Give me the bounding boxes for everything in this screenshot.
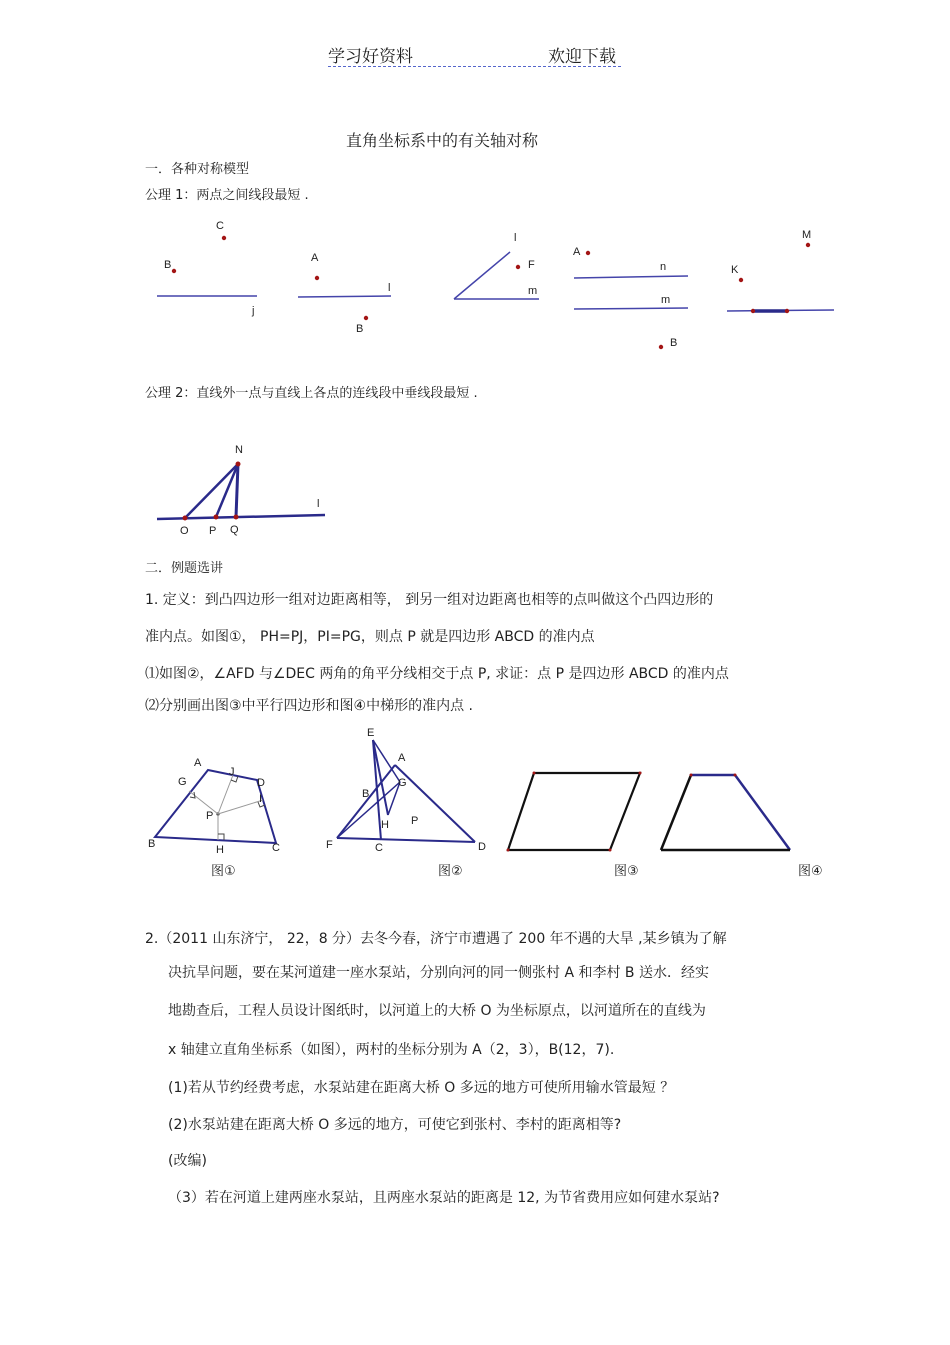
problem2-note: (改编) bbox=[168, 1153, 207, 1169]
problem2-line3: 地勘查后，工程人员设计图纸时，以河道上的大桥 O 为坐标原点，以河道所在的直线为 bbox=[168, 1003, 706, 1019]
definition-line2: 准内点。如图①， PH=PJ，PI=PG，则点 P 就是四边形 ABCD 的准内点 bbox=[145, 629, 595, 645]
point-k bbox=[739, 278, 743, 282]
point-a2 bbox=[586, 251, 590, 255]
point-a bbox=[315, 276, 319, 280]
figure-2 bbox=[320, 720, 500, 860]
section2-heading: 二．例题选讲 bbox=[145, 561, 224, 576]
label-b: B bbox=[164, 259, 172, 271]
point-q bbox=[234, 515, 239, 520]
question1-text: ⑴如图②，∠AFD 与∠DEC 两角的角平分线相交于点 P, 求证：点 P 是四边形 ABCD 的准内点 bbox=[145, 666, 729, 682]
parallelogram bbox=[508, 773, 640, 850]
label-b: B bbox=[148, 838, 156, 850]
vertex-2 bbox=[639, 772, 642, 775]
right-angle-h bbox=[218, 834, 224, 840]
label-e: E bbox=[367, 727, 375, 739]
trapezoid-left bbox=[661, 775, 691, 850]
point-b bbox=[172, 269, 176, 273]
page-title: 直角坐标系中的有关轴对称 bbox=[346, 131, 539, 150]
problem2-line2: 决抗旱问题，要在某河道建一座水泵站，分别向河的同一侧张村 A 和李村 B 送水．经实 bbox=[168, 965, 709, 981]
problem2-line1: 2.（2011 山东济宁， 22，8 分）去冬今春，济宁市遭遇了 200 年不遇的大旱 ,某乡镇为了解 bbox=[145, 931, 727, 947]
line-m2 bbox=[574, 308, 688, 309]
label-a: A bbox=[398, 752, 406, 764]
segment-ad bbox=[395, 765, 475, 842]
point-o bbox=[183, 516, 188, 521]
label-g: G bbox=[398, 777, 407, 789]
segment-no bbox=[185, 464, 238, 518]
header-divider bbox=[328, 66, 621, 67]
figure-2-caption: 图② bbox=[438, 864, 463, 879]
label-c: C bbox=[216, 220, 224, 232]
vertex-1 bbox=[690, 774, 693, 777]
label-l2: l bbox=[514, 232, 517, 244]
label-n: n bbox=[660, 261, 667, 273]
line-n bbox=[574, 276, 688, 278]
segment-pg bbox=[189, 791, 218, 814]
label-p: P bbox=[209, 525, 217, 537]
label-b2: B bbox=[356, 323, 364, 335]
label-c: C bbox=[272, 842, 280, 854]
segment-end-left bbox=[751, 309, 755, 313]
label-m3: M bbox=[802, 229, 812, 241]
label-g: G bbox=[178, 776, 187, 788]
label-b: B bbox=[362, 788, 370, 800]
figure-4-caption: 图④ bbox=[798, 864, 823, 879]
label-m: m bbox=[528, 285, 538, 297]
label-f: F bbox=[326, 839, 333, 851]
symmetry-models-diagram bbox=[140, 210, 850, 360]
problem2-q2: (2)水泵站建在距离大桥 O 多远的地方，可使它到张村、李村的距离相等? bbox=[168, 1117, 622, 1133]
point-b2 bbox=[364, 316, 368, 320]
segment-pj bbox=[218, 775, 233, 814]
axiom2-text: 公理 2：直线外一点与直线上各点的连线段中垂线段最短 . bbox=[145, 386, 478, 401]
line-l bbox=[298, 296, 391, 297]
figure-3-caption: 图③ bbox=[614, 864, 639, 879]
label-i: I bbox=[259, 793, 263, 805]
vertex-2 bbox=[734, 774, 737, 777]
label-q: Q bbox=[230, 524, 239, 536]
vertex-3 bbox=[609, 849, 612, 852]
label-m2: m bbox=[661, 294, 671, 306]
vertex-4 bbox=[507, 849, 510, 852]
label-n: N bbox=[235, 444, 243, 456]
label-j: j bbox=[252, 305, 255, 317]
section1-heading: 一．各种对称模型 bbox=[145, 162, 250, 177]
label-c: C bbox=[375, 842, 383, 854]
point-b3 bbox=[659, 345, 663, 349]
segment-fd bbox=[337, 838, 475, 842]
header-right: 欢迎下载 bbox=[548, 47, 616, 67]
label-a2: A bbox=[573, 246, 581, 258]
header-left: 学习好资料 bbox=[328, 47, 413, 67]
label-d: D bbox=[478, 841, 486, 853]
perpendicular-diagram bbox=[150, 440, 340, 540]
segment-end-right bbox=[785, 309, 789, 313]
trapezoid-right bbox=[735, 775, 790, 850]
segment-nq bbox=[236, 464, 238, 517]
line-l-angled bbox=[454, 252, 510, 299]
point-c bbox=[222, 236, 226, 240]
label-a: A bbox=[194, 757, 202, 769]
figure-1 bbox=[140, 750, 290, 860]
label-p: P bbox=[206, 810, 214, 822]
label-a: A bbox=[311, 252, 319, 264]
label-k: K bbox=[731, 264, 739, 276]
problem2-q1: (1)若从节约经费考虑，水泵站建在距离大桥 O 多远的地方可使所用输水管最短 ？ bbox=[168, 1080, 675, 1096]
point-p bbox=[214, 515, 219, 520]
label-h: H bbox=[381, 819, 389, 831]
label-h: H bbox=[216, 844, 224, 856]
line-l3 bbox=[157, 515, 325, 519]
figure-1-caption: 图① bbox=[211, 864, 236, 879]
label-l: l bbox=[388, 282, 391, 294]
label-p: P bbox=[411, 815, 419, 827]
label-j: J bbox=[229, 766, 235, 778]
point-f bbox=[516, 265, 520, 269]
vertex-1 bbox=[533, 772, 536, 775]
problem2-line4: x 轴建立直角坐标系（如图），两村的坐标分别为 A（2，3），B(12，7). bbox=[168, 1042, 615, 1058]
segment-np bbox=[216, 464, 238, 517]
label-d: D bbox=[257, 777, 265, 789]
label-o: O bbox=[180, 525, 189, 537]
label-f: F bbox=[528, 259, 535, 271]
label-l3: l bbox=[317, 498, 320, 510]
question2-text: ⑵分别画出图③中平行四边形和图④中梯形的准内点 . bbox=[145, 698, 474, 714]
segment-pi bbox=[218, 800, 263, 814]
figure-4 bbox=[650, 760, 800, 860]
point-n bbox=[236, 462, 241, 467]
label-b3: B bbox=[670, 337, 678, 349]
problem2-q3: （3）若在河道上建两座水泵站，且两座水泵站的距离是 12, 为节省费用应如何建水泵站? bbox=[168, 1190, 720, 1206]
axiom1-text: 公理 1：两点之间线段最短 . bbox=[145, 188, 309, 203]
figure-3 bbox=[500, 760, 650, 860]
definition-line1: 1. 定义：到凸四边形一组对边距离相等， 到另一组对边距离也相等的点叫做这个凸四边形的 bbox=[145, 592, 714, 608]
point-m bbox=[806, 243, 810, 247]
